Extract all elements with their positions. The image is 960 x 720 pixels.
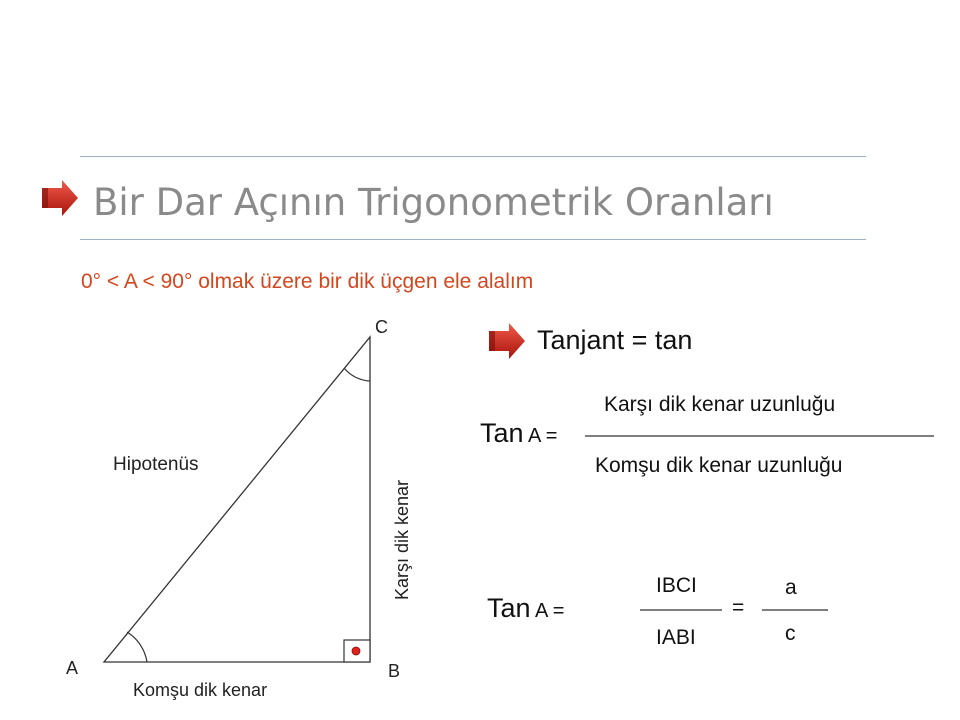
slide-title: Bir Dar Açının Trigonometrik Oranları (93, 181, 774, 224)
tangent-heading: Tanjant = tan (537, 325, 693, 355)
triangle-shape (104, 337, 370, 662)
adjacent-side-label: Komşu dik kenar (133, 680, 268, 700)
vertex-a-label: A (66, 658, 79, 678)
definition-numerator: Karşı dik kenar uzunluğu (604, 393, 836, 416)
hypotenuse-label: Hipotenüs (113, 454, 199, 475)
right-angle-dot (352, 647, 360, 655)
definition-lhs (480, 418, 557, 449)
vertex-b-label: B (388, 661, 401, 681)
definition-denominator: Komşu dik kenar uzunluğu (595, 454, 843, 477)
opposite-side-label: Karşı dik kenar (392, 479, 412, 600)
arrow-right-icon (487, 321, 527, 361)
formula-numerator: IBCI (656, 574, 697, 597)
formula-rhs-denominator: c (785, 622, 796, 645)
vertex-c-label: C (375, 317, 388, 337)
slide-subtitle: 0° < A < 90° olmak üzere bir dik üçgen ele alalım (81, 270, 534, 293)
formula-equals: = (732, 596, 745, 619)
formula-lhs (487, 593, 564, 624)
formula-denominator: IABI (656, 626, 696, 649)
definition-lhs-tan: Tan (480, 418, 524, 448)
definition-lhs-rest: A = (528, 425, 558, 447)
angle-a-arc (127, 632, 147, 662)
formula-lhs-tan: Tan (487, 593, 531, 623)
angle-c-arc (344, 368, 370, 381)
formula-lhs-rest: A = (535, 600, 565, 622)
formula-rhs-numerator: a (785, 576, 797, 599)
